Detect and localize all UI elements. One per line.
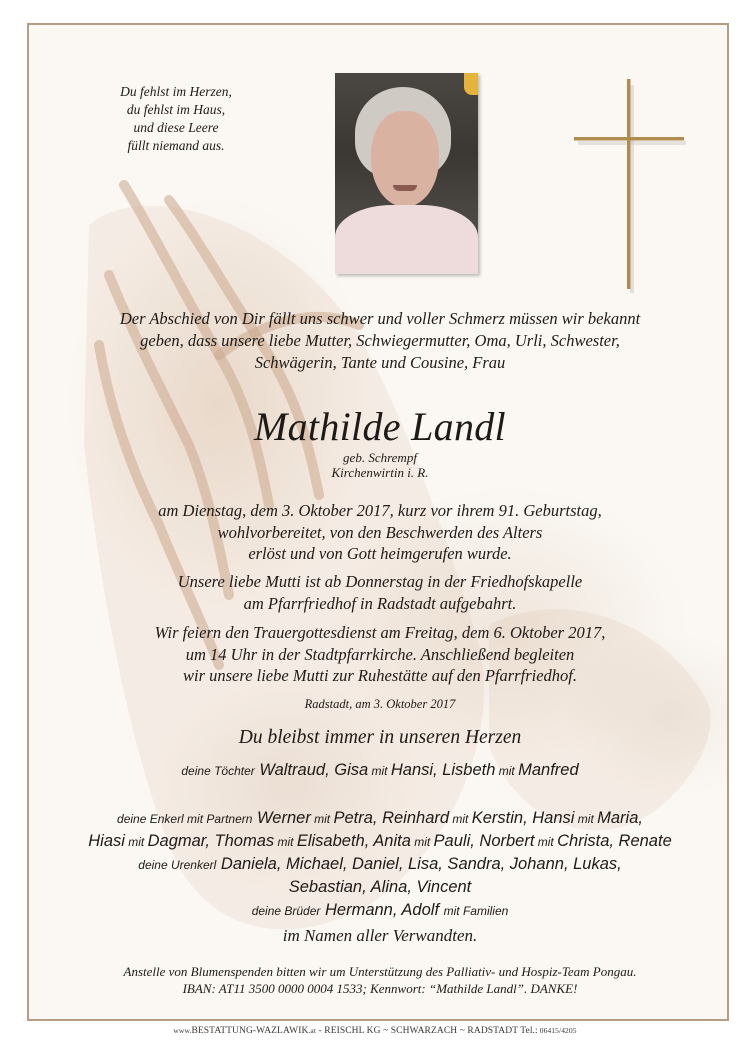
notice-line: erlöst und von Gott heimgerufen wurde.: [248, 544, 512, 563]
cross-icon: [574, 77, 686, 293]
names: Kerstin, Hansi: [471, 809, 575, 827]
relation-connector: mit: [124, 835, 148, 849]
names: Dagmar, Thomas: [147, 832, 275, 850]
intro-line: Der Abschied von Dir fällt uns schwer und voller Schmerz müssen wir bekannt: [119, 309, 641, 328]
names: Christa, Renate: [557, 832, 672, 850]
poem-line: du fehlst im Haus,: [126, 102, 226, 117]
grandchildren-line: [29, 807, 731, 830]
relation-connector: mit: [449, 812, 472, 826]
names: Petra, Reinhard: [333, 809, 450, 827]
relation-connector: mit: [534, 835, 558, 849]
viewing-line: am Pfarrfriedhof in Radstadt aufgebahrt.: [243, 593, 517, 613]
obituary-card: [27, 23, 729, 1021]
grandchildren-line: [29, 830, 731, 853]
relation-connector: mit: [495, 764, 519, 778]
photo-vase: [464, 73, 478, 95]
names: Elisabeth, Anita: [296, 832, 411, 850]
relation-label: deine Töchter: [181, 764, 255, 778]
mourners-daughters: [29, 759, 731, 782]
mourners-grandchildren: [29, 807, 731, 853]
poem-line: füllt niemand aus.: [127, 138, 225, 153]
notice-line: wohlvorbereitet, von den Beschwerden des Alters: [217, 522, 543, 542]
deceased-details: [29, 450, 731, 480]
poem-line: und diese Leere: [133, 120, 219, 135]
relation-connector: mit: [574, 812, 598, 826]
intro-line: Schwägerin, Tante und Cousine, Frau: [254, 353, 506, 372]
donation-request: [29, 964, 731, 997]
photo-smile: [393, 185, 417, 191]
names: Waltraud, Gisa: [259, 761, 369, 779]
service-line: Wir feiern den Trauergottesdienst am Freitag, dem 6. Oktober 2017,: [154, 623, 606, 642]
photo-body: [335, 205, 478, 274]
names: Hansi, Lisbeth: [390, 761, 496, 779]
relation-connector: mit: [410, 835, 434, 849]
footer-tld: .at: [308, 1026, 317, 1035]
names: Manfred: [518, 761, 579, 779]
memorial-poem: [91, 83, 261, 155]
portrait-photo: [335, 73, 478, 274]
deceased-name: Mathilde Landl: [254, 404, 506, 449]
viewing-notice: [29, 571, 731, 614]
names: Sebastian, Alina, Vincent: [288, 878, 472, 896]
place-date: Radstadt, am 3. Oktober 2017: [304, 697, 456, 711]
names: Werner: [257, 809, 311, 827]
footer-company: - REISCHL KG ~ SCHWARZACH ~ RADSTADT Tel.:: [316, 1026, 538, 1036]
names: Pauli, Norbert: [433, 832, 535, 850]
viewing-line: Unsere liebe Mutti ist ab Donnerstag in der Friedhofskapelle: [177, 572, 583, 591]
donation-line: Anstelle von Blumenspenden bitten wir um Unterstützung des Palliativ- und Hospiz-Team Pongau.: [123, 964, 637, 979]
names: Hiasi: [88, 832, 125, 850]
notice-line: am Dienstag, dem 3. Oktober 2017, kurz vor ihrem 91. Geburtstag,: [158, 501, 602, 520]
mourners-brothers: [29, 899, 731, 922]
footer-domain: BESTATTUNG-WAZLAWIK: [191, 1026, 309, 1036]
great-grandchildren-line: [29, 853, 731, 876]
relation-connector: mit: [368, 764, 391, 778]
intro-text: [29, 308, 731, 374]
relation-connector: mit: [274, 835, 297, 849]
funeral-home-footer: [0, 1026, 750, 1036]
intro-line: geben, dass unsere liebe Mutter, Schwiegermutter, Oma, Urli, Schwester,: [140, 331, 620, 350]
names: Hermann, Adolf: [325, 901, 440, 919]
relation-connector: mit: [310, 812, 334, 826]
service-line: wir unsere liebe Mutti zur Ruhestätte auf den Pfarrfriedhof.: [183, 666, 577, 685]
death-notice: [29, 500, 731, 565]
names: Maria,: [597, 809, 643, 827]
poem-line: Du fehlst im Herzen,: [120, 84, 232, 99]
footer-www: www.: [173, 1026, 192, 1035]
funeral-service-notice: [29, 622, 731, 687]
heart-line: Du bleibst immer in unseren Herzen: [238, 727, 522, 748]
relation-label: deine Urenkerl: [138, 858, 217, 872]
birth-name: geb. Schrempf: [343, 450, 417, 465]
closing-line: im Namen aller Verwandten.: [282, 926, 478, 945]
relation-label: deine Enkerl mit Partnern: [117, 812, 253, 826]
occupation: Kirchenwirtin i. R.: [331, 465, 429, 480]
photo-face: [371, 111, 439, 207]
names: Daniela, Michael, Daniel, Lisa, Sandra, Johann, Lukas,: [220, 855, 622, 873]
relation-connector: mit Familien: [443, 904, 509, 918]
mourners-great-grandchildren: [29, 853, 731, 898]
donation-iban: IBAN: AT11 3500 0000 0004 1533; Kennwort: “Mathilde Landl”. DANKE!: [182, 980, 578, 996]
service-line: um 14 Uhr in der Stadtpfarrkirche. Anschließend begleiten: [185, 644, 575, 664]
footer-phone: 06415/4205: [537, 1026, 577, 1035]
relation-label: deine Brüder: [251, 904, 321, 918]
